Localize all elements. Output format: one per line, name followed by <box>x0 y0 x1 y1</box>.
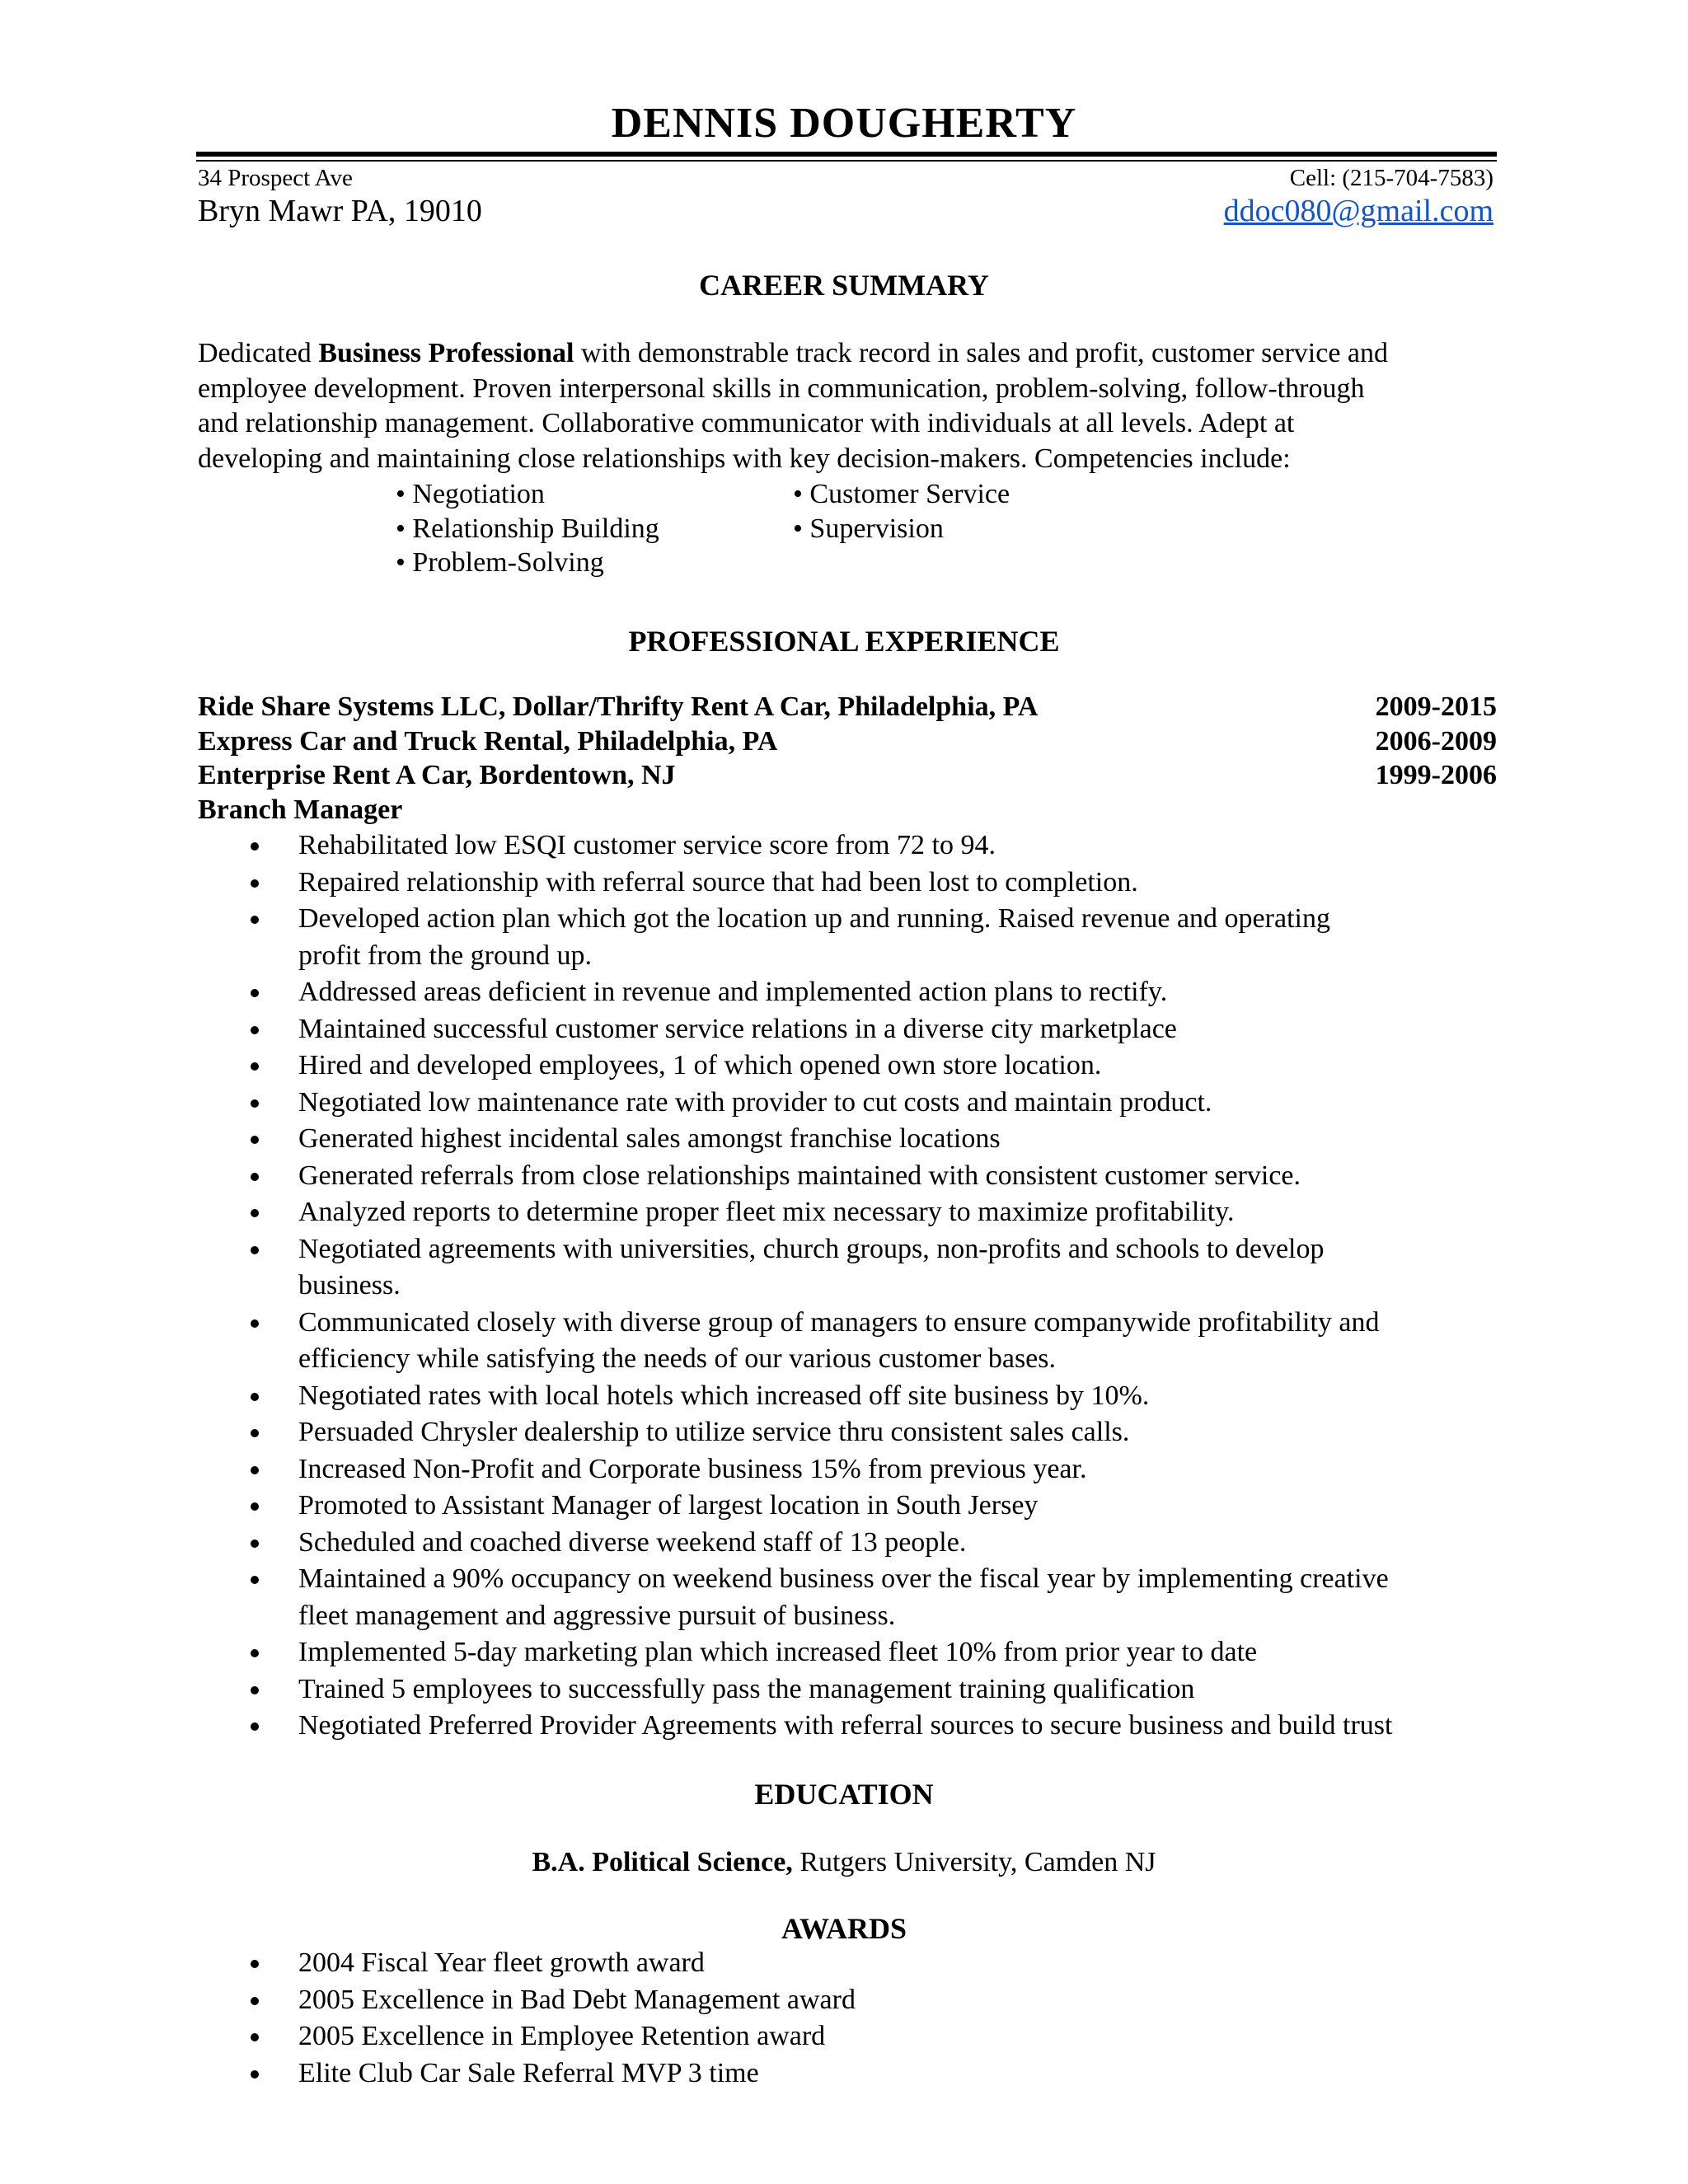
career-summary-text <box>198 336 1500 476</box>
education-entry <box>0 1844 1688 1881</box>
list-item-continuation: profit from the ground up. <box>298 940 592 971</box>
bullet-dot <box>251 1136 259 1144</box>
list-item: Elite Club Car Sale Referral MVP 3 time <box>198 2055 1517 2093</box>
bullet-dot <box>251 1246 259 1254</box>
bullet-dot <box>251 916 259 924</box>
degree: B.A. Political Science, <box>532 1847 793 1877</box>
bullet-dot <box>251 842 259 851</box>
bullet-dot <box>251 1429 259 1437</box>
list-item: Maintained a 90% occupancy on weekend business over the fiscal year by implementing creative <box>198 1561 1517 1598</box>
job-title: Branch Manager <box>198 794 403 825</box>
header-rule-thin <box>196 160 1497 162</box>
list-item: Scheduled and coached diverse weekend staff of 13 people. <box>198 1525 1517 1562</box>
address-line-1: 34 Prospect Ave <box>198 165 353 191</box>
email-link[interactable]: ddoc080@gmail.com <box>1223 194 1493 228</box>
bullet-dot <box>251 1026 259 1034</box>
list-item: Addressed areas deficient in revenue and implemented action plans to rectify. <box>198 974 1517 1011</box>
job-company: Ride Share Systems LLC, Dollar/Thrifty Rent A Car, Philadelphia, PA <box>198 691 1039 722</box>
awards-heading: AWARDS <box>781 1912 907 1945</box>
list-item: Promoted to Assistant Manager of largest location in South Jersey <box>198 1488 1517 1525</box>
bullet-dot <box>251 1649 259 1657</box>
experience-heading: PROFESSIONAL EXPERIENCE <box>628 625 1060 658</box>
summary-line-2: employee development. Proven interpersonal skills in communication, problem-solving, follow-through <box>198 373 1365 404</box>
list-item: Negotiated rates with local hotels which increased off site business by 10%. <box>198 1378 1517 1415</box>
summary-line-1-rest: with demonstrable track record in sales and profit, customer service and <box>574 338 1389 368</box>
list-item: Communicated closely with diverse group of managers to ensure companywide profitability and <box>198 1305 1517 1342</box>
list-item-continuation: fleet management and aggressive pursuit of business. <box>298 1600 896 1631</box>
education-heading: EDUCATION <box>754 1778 934 1811</box>
bullet-dot <box>251 1062 259 1071</box>
list-item: Trained 5 employees to successfully pass the management training qualification <box>198 1671 1517 1708</box>
competency-item: • Negotiation <box>396 479 545 509</box>
list-item: 2005 Excellence in Employee Retention award <box>198 2018 1517 2055</box>
job-years: 2009-2015 <box>1375 691 1497 722</box>
bullet-dot <box>251 1686 259 1694</box>
job-company: Express Car and Truck Rental, Philadelphia, PA <box>198 726 778 757</box>
list-item: Developed action plan which got the location up and running. Raised revenue and operating <box>198 901 1517 938</box>
bullet-dot <box>251 2070 259 2079</box>
list-item-continuation: business. <box>298 1270 401 1301</box>
bullet-dot <box>251 1393 259 1401</box>
bullet-dot <box>251 1466 259 1474</box>
competency-item: • Supervision <box>793 513 944 544</box>
bullet-dot <box>251 989 259 997</box>
competency-item: • Customer Service <box>793 479 1010 509</box>
competency-item: • Relationship Building <box>396 513 659 544</box>
list-item: Rehabilitated low ESQI customer service score from 72 to 94. <box>198 827 1517 865</box>
bullet-dot <box>251 1502 259 1511</box>
list-item: Negotiated agreements with universities, church groups, non-profits and schools to develop <box>198 1231 1517 1268</box>
job-company: Enterprise Rent A Car, Bordentown, NJ <box>198 760 676 790</box>
list-item: Generated highest incidental sales amongst franchise locations <box>198 1121 1517 1158</box>
job-years: 2006-2009 <box>1375 726 1497 757</box>
summary-line-4: developing and maintaining close relationships with key decision-makers. Competencies include: <box>198 443 1291 474</box>
bullet-dot <box>251 1099 259 1108</box>
address-line-2: Bryn Mawr PA, 19010 <box>198 194 482 228</box>
list-item: 2005 Excellence in Bad Debt Management award <box>198 1982 1517 2019</box>
list-item: Repaired relationship with referral source that had been lost to completion. <box>198 865 1517 902</box>
list-item: 2004 Fiscal Year fleet growth award <box>198 1945 1517 1982</box>
career-summary-heading: CAREER SUMMARY <box>699 269 989 302</box>
bullet-dot <box>251 1997 259 2005</box>
bullet-dot <box>251 1960 259 1968</box>
awards-list <box>198 1945 1517 2092</box>
bullet-dot <box>251 879 259 888</box>
list-item: Persuaded Chrysler dealership to utilize service thru consistent sales calls. <box>198 1414 1517 1451</box>
bullet-dot <box>251 1540 259 1548</box>
bullet-dot <box>251 1173 259 1181</box>
list-item: Negotiated low maintenance rate with provider to cut costs and maintain product. <box>198 1085 1517 1122</box>
list-item: Increased Non-Profit and Corporate business 15% from previous year. <box>198 1451 1517 1488</box>
list-item: Analyzed reports to determine proper fleet mix necessary to maximize profitability. <box>198 1194 1517 1231</box>
bullet-dot <box>251 1722 259 1731</box>
summary-line-3: and relationship management. Collaborative communicator with individuals at all levels. Adept at <box>198 408 1295 438</box>
list-item: Implemented 5-day marketing plan which increased fleet 10% from prior year to date <box>198 1634 1517 1671</box>
list-item: Maintained successful customer service relations in a diverse city marketplace <box>198 1011 1517 1048</box>
summary-bold: Business Professional <box>318 338 574 368</box>
summary-line-1 <box>198 336 1500 372</box>
job-years: 1999-2006 <box>1375 760 1497 790</box>
cell-phone: Cell: (215-704-7583) <box>1289 165 1493 191</box>
bullet-dot <box>251 1209 259 1217</box>
bullet-dot <box>251 2033 259 2041</box>
bullet-dot <box>251 1576 259 1584</box>
summary-intro: Dedicated <box>198 338 319 368</box>
list-item-continuation: efficiency while satisfying the needs of our various customer bases. <box>298 1343 1056 1374</box>
competency-item: • Problem-Solving <box>396 547 604 578</box>
list-item: Negotiated Preferred Provider Agreements with referral sources to secure business and build trust <box>198 1708 1517 1745</box>
school: Rutgers University, Camden NJ <box>792 1847 1156 1877</box>
list-item: Generated referrals from close relationships maintained with consistent customer service. <box>198 1158 1517 1195</box>
header-rule-thick <box>196 152 1497 157</box>
bullet-dot <box>251 1319 259 1328</box>
candidate-name: DENNIS DOUGHERTY <box>611 100 1077 147</box>
list-item: Hired and developed employees, 1 of which opened own store location. <box>198 1047 1517 1085</box>
experience-bullet-list <box>198 827 1517 1745</box>
